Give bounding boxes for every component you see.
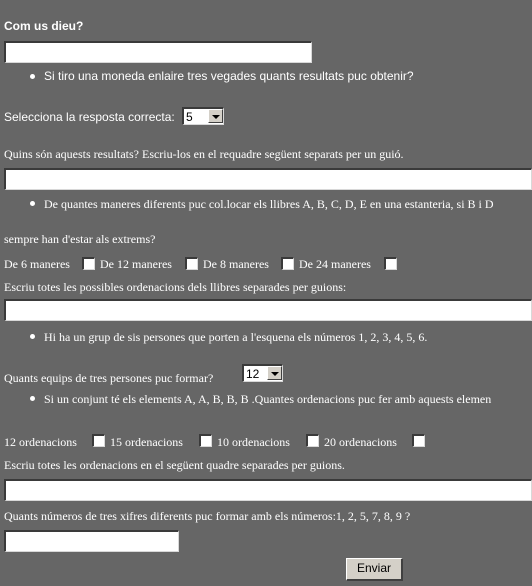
name-input[interactable] bbox=[4, 41, 312, 63]
q2-option-1-label: De 6 maneres bbox=[4, 257, 70, 271]
q2-option-4-checkbox[interactable] bbox=[384, 257, 397, 270]
q2-orderings-input[interactable] bbox=[4, 299, 532, 321]
q3-answer-select[interactable] bbox=[242, 364, 283, 382]
question-3: Hi ha un grup de sis persones que porten a l'esquena els números 1, 2, 3, 4, 5, 6. bbox=[44, 330, 428, 344]
dropdown-arrow-icon[interactable] bbox=[267, 366, 282, 380]
q4-option-3-checkbox[interactable] bbox=[306, 434, 319, 447]
bullet-icon bbox=[30, 334, 35, 339]
q4-option-1-checkbox[interactable] bbox=[92, 434, 105, 447]
q3-select-label: Quants equips de tres persones puc formar? bbox=[4, 371, 214, 385]
q2-option-1-checkbox[interactable] bbox=[82, 257, 95, 270]
bullet-icon bbox=[30, 74, 35, 79]
q2-option-3-checkbox[interactable] bbox=[281, 257, 294, 270]
question-2-line1: De quantes maneres diferents puc col.locar els llibres A, B, C, D, E en una estanteria, si B i D bbox=[44, 197, 494, 211]
q4-option-2-label: 15 ordenacions bbox=[110, 435, 183, 449]
q1-results-input[interactable] bbox=[4, 168, 532, 190]
q3-select-value: 12 bbox=[246, 367, 260, 381]
dropdown-arrow-icon[interactable] bbox=[208, 109, 223, 123]
q2-option-2-label: De 12 maneres bbox=[100, 257, 172, 271]
q4-option-4-label: 20 ordenacions bbox=[324, 435, 397, 449]
q2-option-2-checkbox[interactable] bbox=[185, 257, 198, 270]
q2-option-3-label: De 8 maneres bbox=[203, 257, 269, 271]
q4-option-3-label: 10 ordenacions bbox=[217, 435, 290, 449]
bullet-icon bbox=[30, 201, 35, 206]
question-5: Quants números de tres xifres diferents puc formar amb els números:1, 2, 5, 7, 8, 9 ? bbox=[4, 509, 411, 523]
q4-orderings-input[interactable] bbox=[4, 479, 532, 501]
q4-option-2-checkbox[interactable] bbox=[199, 434, 212, 447]
q4-write-prompt: Escriu totes les ordenacions en el següent quadre separades per guions. bbox=[4, 458, 345, 472]
question-1: Si tiro una moneda enlaire tres vegades quants resultats puc obtenir? bbox=[44, 69, 414, 83]
q2-write-prompt: Escriu totes les possibles ordenacions dels llibres separades per guions: bbox=[4, 280, 347, 294]
q4-option-1-label: 12 ordenacions bbox=[4, 435, 77, 449]
question-2-line2: sempre han d'estar als extrems? bbox=[4, 232, 156, 246]
q2-option-4-label: De 24 maneres bbox=[299, 257, 371, 271]
form-heading: Com us dieu? bbox=[4, 19, 84, 33]
question-4: Si un conjunt té els elements A, A, B, B, B .Quantes ordenacions puc fer amb aquests elemen bbox=[44, 392, 492, 406]
q4-option-4-checkbox[interactable] bbox=[412, 434, 425, 447]
q1-answer-select[interactable] bbox=[182, 107, 224, 125]
submit-button[interactable]: Enviar bbox=[346, 558, 403, 581]
q1-select-label: Selecciona la resposta correcta: bbox=[4, 110, 175, 124]
q5-answer-input[interactable] bbox=[4, 530, 179, 552]
q1-results-prompt: Quins són aquests resultats? Escriu-los en el requadre següent separats per un guió. bbox=[4, 147, 404, 161]
bullet-icon bbox=[30, 396, 35, 401]
q1-select-value: 5 bbox=[186, 110, 193, 124]
